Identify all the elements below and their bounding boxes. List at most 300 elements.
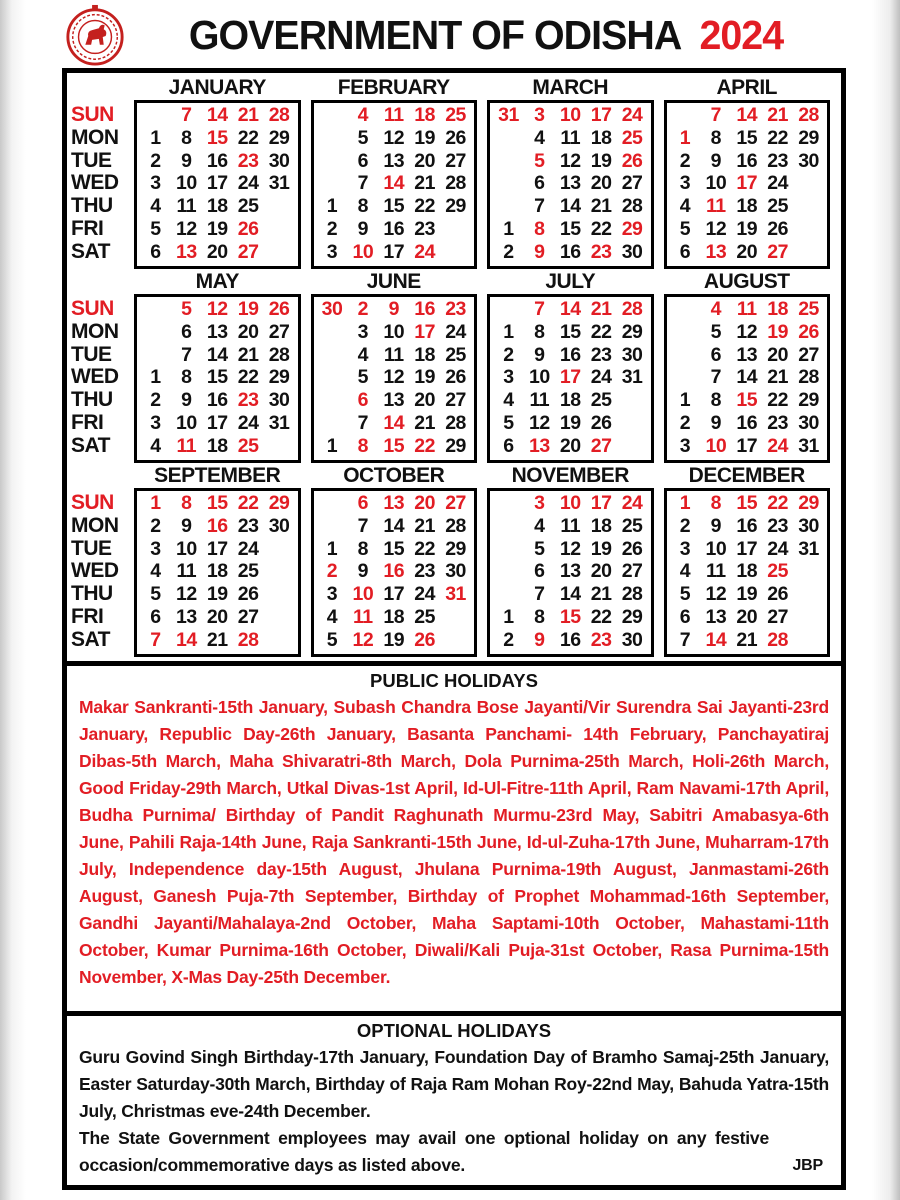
- date-cell: 11: [529, 389, 550, 412]
- date-cell: 28: [445, 172, 466, 195]
- date-cell: 8: [181, 126, 192, 149]
- month-box: [311, 294, 478, 463]
- month-box: [134, 488, 301, 657]
- date-cell: 3: [326, 583, 338, 606]
- date-cell: 21: [237, 343, 259, 366]
- weekday-label: SUN: [71, 491, 114, 514]
- weekday-label: MON: [71, 319, 119, 343]
- date-cell: 7: [534, 298, 545, 320]
- date-cell: 31: [498, 104, 519, 126]
- month-block: [487, 463, 654, 657]
- date-cell: 22: [590, 217, 612, 240]
- date-cell: 25: [237, 434, 259, 457]
- date-cell: 1: [679, 389, 691, 412]
- date-cell: 10: [559, 492, 581, 514]
- date-cell: 5: [150, 583, 161, 606]
- month-block: [311, 75, 478, 269]
- weekday-column: [71, 269, 129, 463]
- date-cell: 3: [150, 411, 161, 434]
- date-cell: 16: [559, 343, 581, 366]
- weekday-label: TUE: [71, 342, 112, 366]
- date-cell: 24: [767, 172, 788, 195]
- weekday-label: MON: [71, 513, 119, 537]
- date-cell: 9: [357, 217, 369, 240]
- month-box: [134, 100, 301, 269]
- date-cell: 22: [590, 320, 612, 343]
- date-cell: 4: [357, 343, 369, 366]
- date-cell: 1: [150, 126, 161, 149]
- date-cell: 10: [528, 366, 550, 389]
- date-cell: 9: [534, 240, 545, 263]
- date-cell: 11: [706, 195, 726, 218]
- date-cell: 14: [383, 514, 405, 537]
- date-cell: 27: [237, 240, 259, 263]
- date-cell: 28: [268, 104, 290, 126]
- date-cell: 6: [679, 240, 691, 263]
- date-cell: 17: [206, 411, 228, 434]
- date-cell: 11: [383, 104, 404, 126]
- date-cell: 9: [710, 514, 722, 537]
- date-cell: 16: [559, 628, 581, 651]
- date-cell: 2: [357, 298, 369, 320]
- date-cell: 17: [206, 537, 228, 560]
- date-cell: 9: [534, 628, 545, 651]
- month-block: [311, 463, 478, 657]
- date-cell: 9: [181, 149, 192, 172]
- date-cell: 15: [559, 605, 581, 628]
- date-cell: 30: [621, 628, 643, 651]
- date-cell: 11: [176, 195, 197, 218]
- date-cell: 22: [767, 389, 788, 412]
- date-cell: 24: [621, 492, 643, 514]
- date-cell: 18: [414, 104, 435, 126]
- date-cell: 8: [181, 492, 192, 514]
- date-cell: 20: [590, 560, 612, 583]
- date-cell: 5: [357, 126, 369, 149]
- date-cell: 28: [445, 411, 466, 434]
- date-cell: 29: [268, 366, 290, 389]
- month-block: [134, 269, 301, 463]
- weekday-label: SAT: [71, 239, 110, 263]
- date-cell: 3: [679, 537, 691, 560]
- date-cell: 3: [679, 434, 691, 457]
- date-cell: 20: [559, 434, 581, 457]
- weekday-label: SAT: [71, 627, 110, 651]
- month-box: [311, 488, 478, 657]
- date-cell: 13: [528, 434, 550, 457]
- date-cell: 2: [679, 411, 691, 434]
- date-cell: 27: [590, 434, 612, 457]
- date-cell: 17: [206, 172, 228, 195]
- date-cell: 6: [503, 434, 514, 457]
- date-cell: 2: [503, 628, 514, 651]
- date-cell: 13: [383, 492, 405, 514]
- date-cell: 3: [534, 492, 545, 514]
- date-cell: 15: [736, 389, 758, 412]
- date-cell: 20: [736, 605, 758, 628]
- date-cell: 14: [559, 195, 581, 218]
- date-cell: 19: [767, 320, 788, 343]
- date-cell: 3: [534, 104, 545, 126]
- month-title: MARCH: [532, 76, 609, 99]
- date-cell: 25: [621, 514, 643, 537]
- weekday-label: WED: [71, 365, 119, 389]
- date-cell: 26: [621, 149, 643, 172]
- month-title: JANUARY: [168, 76, 266, 99]
- date-cell: 23: [237, 389, 259, 412]
- date-cell: 24: [237, 411, 259, 434]
- date-cell: 26: [767, 217, 788, 240]
- month-title: APRIL: [716, 76, 777, 99]
- date-cell: 5: [679, 583, 691, 606]
- date-cell: 15: [559, 217, 581, 240]
- date-cell: 6: [679, 605, 691, 628]
- date-cell: 28: [621, 298, 643, 320]
- date-cell: 31: [268, 411, 290, 434]
- date-cell: 24: [414, 583, 435, 606]
- date-cell: 23: [590, 343, 612, 366]
- date-cell: 15: [383, 195, 405, 218]
- public-holidays-section: [67, 661, 841, 1011]
- month-title: MAY: [195, 270, 239, 293]
- date-cell: 24: [237, 537, 259, 560]
- date-cell: 14: [175, 628, 197, 651]
- weekday-label: THU: [71, 388, 113, 412]
- month-box: [487, 294, 654, 463]
- date-cell: 26: [445, 126, 466, 149]
- date-cell: 13: [383, 149, 405, 172]
- date-cell: 20: [237, 320, 259, 343]
- date-cell: 11: [736, 298, 757, 320]
- date-cell: 6: [534, 172, 545, 195]
- date-cell: 23: [767, 411, 788, 434]
- date-cell: 12: [736, 320, 758, 343]
- date-cell: 25: [237, 195, 259, 218]
- optional-holidays-section: [67, 1011, 841, 1185]
- date-cell: 27: [621, 172, 643, 195]
- month-block: [134, 75, 301, 269]
- date-cell: 25: [237, 560, 259, 583]
- date-cell: 14: [559, 298, 581, 320]
- date-cell: 3: [326, 240, 338, 263]
- date-cell: 16: [414, 298, 435, 320]
- date-cell: 18: [767, 298, 788, 320]
- date-cell: 13: [383, 389, 405, 412]
- date-cell: 29: [798, 126, 819, 149]
- weekday-label: FRI: [71, 216, 104, 240]
- date-cell: 7: [150, 628, 161, 651]
- date-cell: 4: [150, 560, 161, 583]
- weekday-label: WED: [71, 559, 119, 583]
- date-cell: 29: [445, 434, 466, 457]
- date-cell: 13: [206, 320, 228, 343]
- weekday-column: [71, 463, 129, 657]
- date-cell: 10: [175, 411, 197, 434]
- date-cell: 6: [357, 492, 369, 514]
- month-block: [664, 463, 831, 657]
- date-cell: 21: [767, 366, 788, 389]
- date-cell: 5: [357, 366, 369, 389]
- date-cell: 10: [705, 537, 727, 560]
- date-cell: 26: [268, 298, 290, 320]
- date-cell: 30: [798, 514, 819, 537]
- date-cell: 27: [445, 492, 466, 514]
- date-cell: 5: [326, 628, 338, 651]
- date-cell: 12: [528, 411, 550, 434]
- date-cell: 2: [503, 343, 514, 366]
- date-cell: 11: [560, 126, 581, 149]
- date-cell: 19: [383, 628, 405, 651]
- date-cell: 18: [559, 389, 581, 412]
- date-cell: 25: [445, 104, 466, 126]
- date-cell: 14: [383, 172, 405, 195]
- date-cell: 29: [268, 492, 290, 514]
- date-cell: 14: [736, 366, 758, 389]
- date-cell: 7: [534, 195, 545, 218]
- date-cell: 17: [736, 537, 758, 560]
- date-cell: 30: [268, 149, 290, 172]
- date-cell: 12: [383, 366, 405, 389]
- date-cell: 11: [560, 514, 581, 537]
- date-cell: 26: [767, 583, 788, 606]
- date-cell: 2: [150, 389, 161, 412]
- date-cell: 17: [559, 366, 581, 389]
- date-cell: 28: [767, 628, 788, 651]
- date-cell: 26: [445, 366, 466, 389]
- date-cell: 11: [176, 560, 197, 583]
- date-cell: 7: [357, 172, 369, 195]
- date-cell: 26: [590, 411, 612, 434]
- date-cell: 2: [326, 217, 338, 240]
- date-cell: 18: [736, 195, 758, 218]
- date-cell: 5: [710, 320, 722, 343]
- date-cell: 13: [559, 560, 581, 583]
- month-box: [487, 100, 654, 269]
- date-cell: 9: [357, 560, 369, 583]
- date-cell: 28: [237, 628, 259, 651]
- date-cell: 10: [705, 172, 727, 195]
- date-cell: 1: [679, 492, 691, 514]
- date-cell: 25: [767, 195, 788, 218]
- date-cell: 22: [590, 605, 612, 628]
- public-holidays-title: PUBLIC HOLIDAYS: [370, 670, 538, 691]
- date-cell: 24: [621, 104, 643, 126]
- date-cell: 4: [503, 389, 514, 412]
- month-box: [311, 100, 478, 269]
- weekday-label: WED: [71, 171, 119, 195]
- date-cell: 24: [767, 537, 788, 560]
- date-cell: 8: [710, 126, 722, 149]
- date-cell: 5: [534, 537, 545, 560]
- date-cell: 12: [206, 298, 228, 320]
- date-cell: 25: [767, 560, 788, 583]
- month-band: [71, 269, 835, 463]
- date-cell: 7: [710, 366, 722, 389]
- date-cell: 7: [679, 628, 691, 651]
- date-cell: 26: [621, 537, 643, 560]
- date-cell: 4: [679, 195, 691, 218]
- date-cell: 11: [383, 343, 404, 366]
- month-block: [664, 75, 831, 269]
- date-cell: 31: [621, 366, 643, 389]
- date-cell: 25: [590, 389, 612, 412]
- date-cell: 15: [559, 320, 581, 343]
- date-cell: 15: [736, 126, 758, 149]
- date-cell: 4: [679, 560, 691, 583]
- weekday-label: SUN: [71, 103, 114, 126]
- optional-holidays-text: Guru Govind Singh Birthday-17th January, Foundation Day of Bramho Samaj-25th January, Easter Saturday-30th March, Birthday of Raja Ram Mohan Roy-22nd May, Bahuda Yatra-15th July, Christmas eve-24th December.: [79, 1047, 829, 1121]
- date-cell: 23: [445, 298, 466, 320]
- date-cell: 14: [705, 628, 727, 651]
- date-cell: 29: [445, 195, 466, 218]
- date-cell: 2: [679, 514, 691, 537]
- date-cell: 4: [710, 298, 722, 320]
- date-cell: 22: [767, 492, 788, 514]
- date-cell: 17: [736, 172, 758, 195]
- date-cell: 3: [357, 320, 369, 343]
- date-cell: 16: [383, 217, 405, 240]
- date-cell: 17: [736, 434, 758, 457]
- date-cell: 21: [414, 411, 435, 434]
- date-cell: 11: [353, 605, 373, 628]
- date-cell: 13: [175, 605, 197, 628]
- date-cell: 4: [326, 605, 338, 628]
- date-cell: 6: [150, 605, 161, 628]
- date-cell: 10: [175, 537, 197, 560]
- date-cell: 27: [621, 560, 643, 583]
- date-cell: 18: [383, 605, 405, 628]
- date-cell: 10: [175, 172, 197, 195]
- date-cell: 31: [798, 434, 819, 457]
- date-cell: 5: [534, 149, 545, 172]
- date-cell: 12: [705, 217, 727, 240]
- month-title: SEPTEMBER: [154, 464, 281, 487]
- date-cell: 3: [150, 537, 161, 560]
- date-cell: 3: [503, 366, 514, 389]
- date-cell: 6: [357, 389, 369, 412]
- date-cell: 19: [590, 537, 612, 560]
- date-cell: 12: [559, 149, 581, 172]
- date-cell: 14: [206, 104, 228, 126]
- date-cell: 7: [357, 514, 369, 537]
- date-cell: 29: [621, 217, 643, 240]
- date-cell: 19: [559, 411, 581, 434]
- month-box: [664, 100, 831, 269]
- date-cell: 19: [237, 298, 259, 320]
- date-cell: 25: [414, 605, 435, 628]
- date-cell: 13: [736, 343, 758, 366]
- date-cell: 16: [206, 149, 228, 172]
- date-cell: 7: [181, 104, 192, 126]
- date-cell: 28: [268, 343, 290, 366]
- date-cell: 26: [237, 217, 259, 240]
- date-cell: 30: [268, 514, 290, 537]
- date-cell: 12: [559, 537, 581, 560]
- date-cell: 29: [798, 389, 819, 412]
- date-cell: 30: [621, 240, 643, 263]
- date-cell: 9: [534, 343, 545, 366]
- date-cell: 21: [414, 514, 435, 537]
- date-cell: 28: [621, 583, 643, 606]
- date-cell: 28: [445, 514, 466, 537]
- date-cell: 13: [705, 240, 727, 263]
- month-box: [487, 488, 654, 657]
- date-cell: 12: [175, 217, 197, 240]
- date-cell: 17: [383, 583, 405, 606]
- date-cell: 8: [534, 217, 545, 240]
- date-cell: 16: [736, 411, 758, 434]
- date-cell: 2: [150, 149, 161, 172]
- date-cell: 1: [326, 195, 338, 218]
- date-cell: 21: [736, 628, 758, 651]
- date-cell: 8: [710, 389, 722, 412]
- date-cell: 20: [767, 343, 788, 366]
- date-cell: 30: [798, 149, 819, 172]
- date-cell: 25: [621, 126, 643, 149]
- date-cell: 14: [736, 104, 758, 126]
- date-cell: 30: [798, 411, 819, 434]
- date-cell: 1: [503, 320, 514, 343]
- date-cell: 6: [357, 149, 369, 172]
- weekday-label: FRI: [71, 410, 104, 434]
- date-cell: 9: [710, 149, 722, 172]
- month-block: [134, 463, 301, 657]
- date-cell: 14: [559, 583, 581, 606]
- weekday-label: TUE: [71, 536, 112, 560]
- date-cell: 25: [798, 298, 819, 320]
- month-block: [487, 269, 654, 463]
- date-cell: 23: [767, 149, 788, 172]
- date-cell: 20: [206, 240, 228, 263]
- date-cell: 4: [150, 434, 161, 457]
- date-cell: 6: [534, 560, 545, 583]
- date-cell: 5: [150, 217, 161, 240]
- weekday-label: THU: [71, 582, 113, 606]
- date-cell: 1: [150, 492, 161, 514]
- month-box: [134, 294, 301, 463]
- date-cell: 10: [352, 240, 374, 263]
- date-cell: 18: [206, 560, 228, 583]
- date-cell: 28: [798, 366, 819, 389]
- weekday-label: SAT: [71, 433, 110, 457]
- date-cell: 1: [326, 434, 338, 457]
- date-cell: 31: [445, 583, 466, 606]
- date-cell: 24: [414, 240, 435, 263]
- date-cell: 17: [590, 492, 612, 514]
- date-cell: 20: [414, 492, 435, 514]
- date-cell: 22: [414, 434, 435, 457]
- date-cell: 1: [503, 605, 514, 628]
- date-cell: 19: [736, 217, 758, 240]
- date-cell: 7: [181, 343, 192, 366]
- date-cell: 4: [534, 126, 545, 149]
- date-cell: 1: [150, 366, 161, 389]
- month-box: [664, 294, 831, 463]
- date-cell: 28: [621, 195, 643, 218]
- date-cell: 27: [767, 240, 788, 263]
- year-label: 2024: [699, 11, 784, 58]
- date-cell: 30: [621, 343, 643, 366]
- date-cell: 2: [679, 149, 691, 172]
- date-cell: 20: [590, 172, 612, 195]
- date-cell: 8: [181, 366, 192, 389]
- date-cell: 22: [414, 195, 435, 218]
- date-cell: 2: [326, 560, 338, 583]
- date-cell: 22: [237, 366, 259, 389]
- date-cell: 23: [767, 514, 788, 537]
- date-cell: 29: [621, 605, 643, 628]
- date-cell: 24: [590, 366, 612, 389]
